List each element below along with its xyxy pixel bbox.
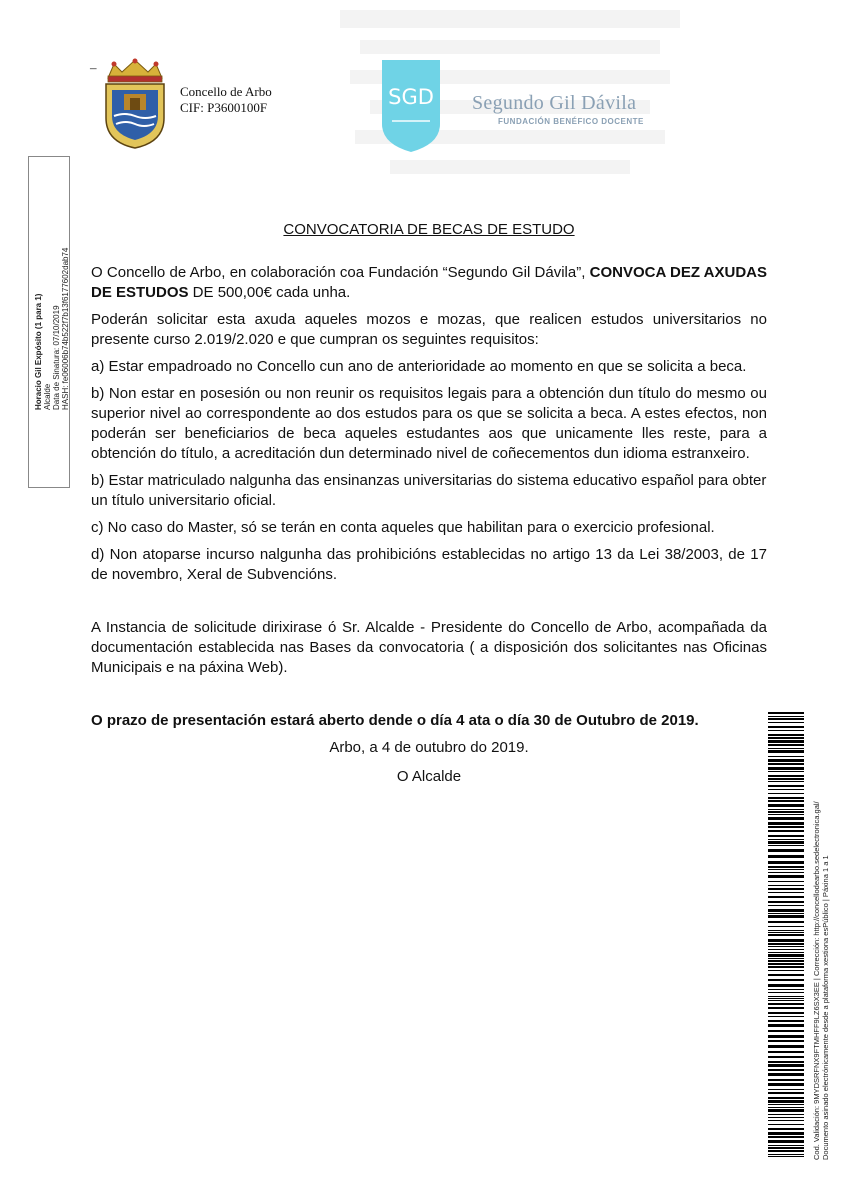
barcode-bar xyxy=(768,1064,804,1067)
barcode-bar xyxy=(768,960,804,962)
validation-barcode xyxy=(768,712,804,1160)
barcode-bar xyxy=(768,716,804,717)
barcode-bar xyxy=(768,996,804,997)
barcode-bar xyxy=(768,1073,804,1076)
council-name: Concello de Arbo xyxy=(180,84,272,99)
barcode-bar xyxy=(768,1092,804,1094)
barcode-bar xyxy=(768,781,804,782)
barcode-bar xyxy=(768,921,804,923)
place-date: Arbo, a 4 de outubro do 2019. xyxy=(329,739,529,756)
barcode-bar xyxy=(768,767,804,770)
header-dash: – xyxy=(90,60,97,75)
barcode-bar xyxy=(768,1079,804,1081)
requirement-c: c) No caso do Master, só se terán en conta aqueles que habilitan para o exercicio profesional. xyxy=(91,519,715,536)
barcode-bar xyxy=(768,1114,804,1115)
barcode-bar xyxy=(768,1061,804,1063)
barcode-bar xyxy=(768,943,804,945)
deadline-paragraph: O prazo de presentación estará aberto dende o día 4 ata o día 30 de Outubro de 2019. xyxy=(91,712,699,729)
signer-line: Horacio Gil Expósito (1 para 1) xyxy=(34,293,43,410)
barcode-bar xyxy=(768,1109,804,1112)
document-title: CONVOCATORIA DE BECAS DE ESTUDO xyxy=(283,221,575,238)
barcode-bar xyxy=(768,785,804,787)
barcode-bar xyxy=(768,849,804,852)
barcode-bar xyxy=(768,1045,804,1048)
barcode-bar xyxy=(768,756,804,757)
barcode-bar xyxy=(768,811,804,813)
barcode-bar xyxy=(768,841,804,844)
barcode-bar xyxy=(768,1147,804,1149)
barcode-bar xyxy=(768,1128,804,1130)
foundation-name: Segundo Gil Dávila xyxy=(472,92,637,114)
barcode-bar xyxy=(768,737,804,739)
barcode-bar xyxy=(768,1120,804,1121)
barcode-bar xyxy=(768,712,804,714)
barcode-bar xyxy=(768,1089,804,1090)
barcode-bar xyxy=(768,1040,804,1042)
barcode-bar xyxy=(768,909,804,912)
barcode-bar xyxy=(768,793,804,794)
barcode-bar xyxy=(768,1030,804,1032)
requirement-b1: b) Non estar en posesión ou non reunir os requisitos legais para a obtención dun título do mesmo ou superior nivel ao correspondente ao dos estudos para os que se solicita a beca. A estes efectos, non poderán ser beneficiarios de beca aqueles estudantes aos que unicamente lles reste, para a obtención do título, a acreditación dun determinado nivel de coñecementos dun idioma estranxeiro. xyxy=(91,385,767,462)
barcode-bar xyxy=(768,1097,804,1099)
validation-platform: Documento asinado electrónicamente desde a plataforma xestiona esPúblico | Páxina 1 a 1 xyxy=(821,855,830,1160)
council-cif: CIF: P3600100F xyxy=(180,100,268,115)
signature-text xyxy=(34,248,70,410)
intro-bold: CONVOCA DEZ AXUDAS DE ESTUDOS xyxy=(91,264,768,301)
barcode-bar xyxy=(768,734,804,736)
requirement-d: d) Non atoparse incurso nalgunha das prohibicións establecidas no artigo 13 da Lei 38/2003, de 17 de novembro, Xeral de Subvencións. xyxy=(91,546,767,583)
intro-paragraph xyxy=(91,263,767,303)
barcode-bar xyxy=(768,1150,804,1152)
barcode-bar xyxy=(768,1024,804,1027)
barcode-bar xyxy=(768,817,804,820)
barcode-bar xyxy=(768,875,804,878)
barcode-bar xyxy=(768,998,804,999)
barcode-bar xyxy=(768,804,804,807)
barcode-bar xyxy=(768,1012,804,1014)
barcode-bar xyxy=(768,888,804,890)
signer-title: O Alcalde xyxy=(396,768,462,785)
barcode-bar xyxy=(768,905,804,906)
barcode-bar xyxy=(768,926,804,927)
barcode-bar xyxy=(768,1104,804,1105)
barcode-bar xyxy=(768,934,804,936)
document-body xyxy=(91,263,767,796)
barcode-bar xyxy=(768,744,804,746)
barcode-bar xyxy=(768,932,804,933)
barcode-bar xyxy=(768,979,804,981)
signer-role: Alcalde xyxy=(43,383,52,410)
barcode-bar xyxy=(768,1136,804,1138)
barcode-bar xyxy=(768,1156,804,1157)
intro-amount: DE 500,00€ cada unha. xyxy=(188,284,351,301)
barcode-bar xyxy=(768,763,804,765)
barcode-bar xyxy=(768,1140,804,1143)
barcode-bar xyxy=(768,896,804,898)
barcode-bar xyxy=(768,954,804,957)
barcode-bar xyxy=(768,992,804,993)
barcode-bar xyxy=(768,830,804,832)
barcode-bar xyxy=(768,861,804,864)
barcode-bar xyxy=(768,789,804,790)
barcode-bar xyxy=(768,872,804,873)
barcode-bar xyxy=(768,748,804,749)
barcode-bar xyxy=(768,722,804,723)
barcode-bar xyxy=(768,1145,804,1146)
barcode-bar xyxy=(768,845,804,846)
barcode-bar xyxy=(768,963,804,965)
barcode-bar xyxy=(768,989,804,990)
barcode-bar xyxy=(768,750,804,753)
barcode-bar xyxy=(768,1051,804,1053)
barcode-bar xyxy=(768,809,804,810)
requirement-a: a) Estar empadroado no Concello cun ano de anterioridade ao momento en que se solicita a beca. xyxy=(91,358,747,375)
barcode-bar xyxy=(768,974,804,976)
barcode-bar xyxy=(768,1020,804,1022)
barcode-bar xyxy=(768,966,804,968)
barcode-bar xyxy=(768,826,804,828)
barcode-bar xyxy=(768,1007,804,1009)
validation-code: Cod. Validación: 9MYDSRFNX9FTMHFF9LZ6SX3EE | Corrección: http://concellodearbo.sedelectronica.gal/ xyxy=(812,801,821,1160)
barcode-bar xyxy=(768,892,804,893)
barcode-bar xyxy=(768,881,804,882)
barcode-bar xyxy=(768,740,804,743)
barcode-bar xyxy=(768,958,804,959)
council-info xyxy=(180,84,272,116)
barcode-bar xyxy=(768,1083,804,1086)
barcode-bar xyxy=(768,1154,804,1155)
barcode-bar xyxy=(768,1132,804,1135)
foundation-subtitle: FUNDACIÓN BENÉFICO DOCENTE xyxy=(498,117,644,126)
sgd-badge-logo xyxy=(380,58,442,154)
signature-date: Data de Sinatura: 07/10/2019 xyxy=(52,305,61,410)
barcode-bar xyxy=(768,946,804,947)
barcode-bar xyxy=(768,771,804,772)
barcode-bar xyxy=(768,855,804,858)
barcode-bar xyxy=(768,901,804,903)
barcode-bar xyxy=(768,939,804,942)
eligibility-paragraph: Poderán solicitar esta axuda aqueles mozos e mozas, que realicen estudos universitarios no presente curso 2.019/2.020 e que cumpran os seguintes requisitos: xyxy=(91,311,767,348)
barcode-bar xyxy=(768,970,804,971)
barcode-bar xyxy=(768,835,804,837)
barcode-bar xyxy=(768,866,804,868)
barcode-bar xyxy=(768,1100,804,1103)
requirement-b2: b) Estar matriculado nalgunha das ensinanzas universitarias do sistema educativo español para obter un título universitario oficial. xyxy=(91,472,767,509)
barcode-bar xyxy=(768,1069,804,1071)
barcode-bar xyxy=(768,949,804,950)
barcode-bar xyxy=(768,839,804,840)
signature-hash: HASH: fe06006b74b522f7b13f6177602dab74 xyxy=(61,247,70,410)
barcode-bar xyxy=(768,797,804,799)
barcode-bar xyxy=(768,952,804,953)
barcode-bar xyxy=(768,915,804,918)
barcode-bar xyxy=(768,1000,804,1001)
council-crest-logo xyxy=(100,58,170,150)
barcode-bar xyxy=(768,1035,804,1038)
barcode-bar xyxy=(768,930,804,931)
sgd-initials: SGD xyxy=(388,85,434,109)
barcode-bar xyxy=(768,822,804,825)
barcode-bar xyxy=(768,885,804,886)
barcode-bar xyxy=(768,726,804,728)
barcode-bar xyxy=(768,1117,804,1118)
barcode-bar xyxy=(768,800,804,802)
barcode-bar xyxy=(768,1107,804,1108)
barcode-bar xyxy=(768,984,804,987)
barcode-bar xyxy=(768,869,804,870)
barcode-bar xyxy=(768,718,804,720)
validation-text xyxy=(812,801,830,1160)
barcode-bar xyxy=(768,913,804,914)
barcode-bar xyxy=(768,730,804,731)
barcode-bar xyxy=(768,778,804,780)
barcode-bar xyxy=(768,1056,804,1058)
barcode-bar xyxy=(768,1124,804,1125)
barcode-bar xyxy=(768,1016,804,1017)
barcode-bar xyxy=(768,1003,804,1005)
instance-paragraph: A Instancia de solicitude dirixirase ó Sr. Alcalde - Presidente do Concello de Arbo, acompañada da documentación establecida nas Bases da convocatoria ( a disposición dos solicitantes nas Oficinas Municipais e na páxina Web). xyxy=(91,619,767,676)
barcode-bar xyxy=(768,814,804,815)
barcode-bar xyxy=(768,775,804,777)
intro-text: O Concello de Arbo, en colaboración coa Fundación “Segundo Gil Dávila”, xyxy=(91,264,590,281)
barcode-bar xyxy=(768,759,804,762)
